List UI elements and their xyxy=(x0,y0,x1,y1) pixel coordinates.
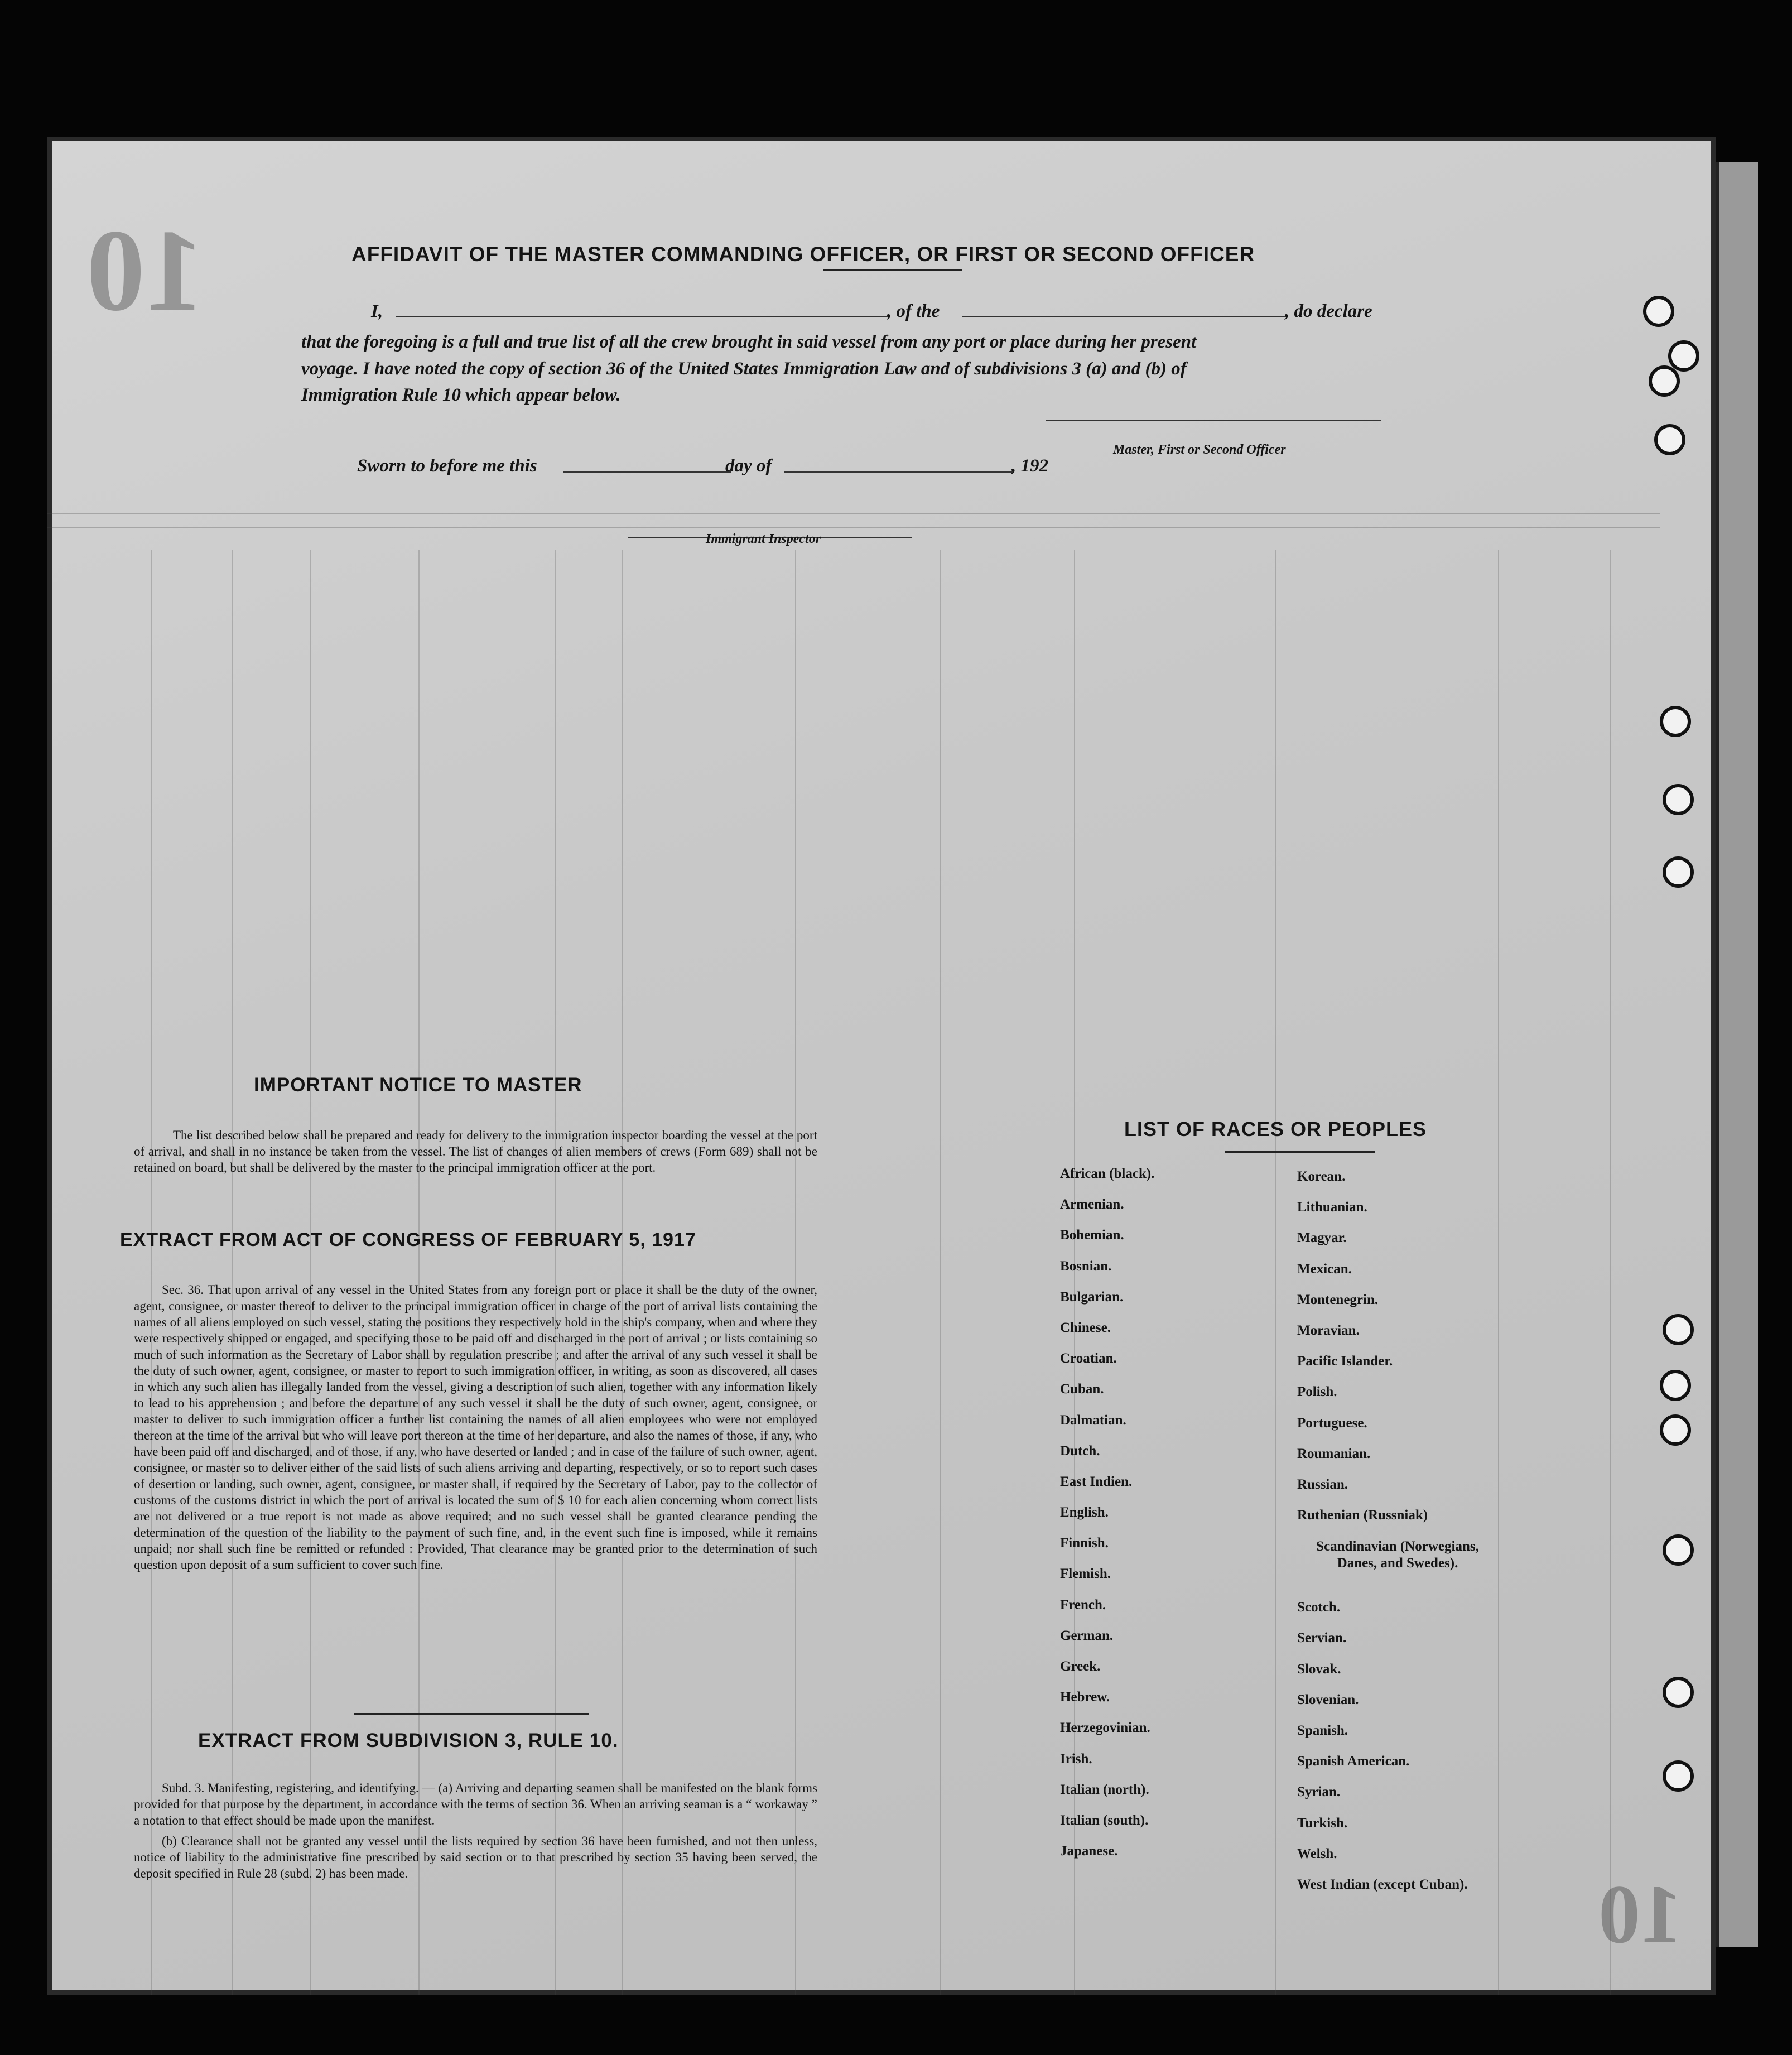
master-signature-line[interactable] xyxy=(1046,420,1381,421)
bleed-grid-line xyxy=(232,550,233,1995)
affidavit-title: AFFIDAVIT OF THE MASTER COMMANDING OFFICER, OR FIRST OR SECOND OFFICER xyxy=(351,243,1255,266)
race-item: Slovenian. xyxy=(1297,1692,1359,1707)
affidavit-line1-a: I, xyxy=(371,301,383,321)
bleed-grid-line xyxy=(1610,550,1611,1995)
race-item: Slovak. xyxy=(1297,1661,1341,1677)
rule-divider xyxy=(354,1713,589,1715)
bleed-grid-line xyxy=(555,550,556,1995)
race-item: African (black). xyxy=(1060,1166,1155,1181)
bleed-through-number: 10 xyxy=(86,206,204,335)
binder-hole xyxy=(1663,1314,1694,1345)
race-item: Lithuanian. xyxy=(1297,1200,1367,1215)
races-column-2 xyxy=(1297,1169,1598,1908)
bleed-grid-line xyxy=(795,550,796,1995)
binder-hole xyxy=(1660,706,1691,737)
race-item: Italian (south). xyxy=(1060,1812,1149,1828)
race-item: Scandinavian (Norwegians, Danes, and Swedes). xyxy=(1316,1539,1479,1571)
race-item: Chinese. xyxy=(1060,1320,1111,1335)
affidavit-line4: Immigration Rule 10 which appear below. xyxy=(301,385,621,405)
binder-hole xyxy=(1660,1414,1691,1446)
race-item: Bosnian. xyxy=(1060,1258,1112,1274)
bleed-grid-line xyxy=(151,550,152,1995)
race-item: Roumanian. xyxy=(1297,1446,1371,1461)
race-item: Scotch. xyxy=(1297,1600,1341,1615)
race-item: Syrian. xyxy=(1297,1784,1341,1800)
race-item: Spanish American. xyxy=(1297,1754,1410,1769)
extract-rule-title: EXTRACT FROM SUBDIVISION 3, RULE 10. xyxy=(198,1730,619,1751)
races-column-1 xyxy=(1060,1166,1154,1874)
bleed-grid-line xyxy=(622,550,623,1995)
binder-hole xyxy=(1654,424,1685,455)
race-item: Italian (north). xyxy=(1060,1782,1149,1797)
extract-rule-body-b: (b) Clearance shall not be granted any vessel until the lists required by section 36 have been furnished, and not then unless, notice of liability to the administrative fine prescribed by said section or to that prescribed by section 35 having been served, the deposit specified in Rule 28 (subd. 2) has been made. xyxy=(134,1834,817,1880)
binder-hole xyxy=(1663,1677,1694,1708)
race-item: Japanese. xyxy=(1060,1844,1118,1859)
race-item: French. xyxy=(1060,1597,1106,1613)
inspector-label: Immigrant Inspector xyxy=(706,532,821,546)
races-title-underline xyxy=(1225,1151,1375,1153)
binder-hole xyxy=(1649,365,1680,397)
race-item: Welsh. xyxy=(1297,1846,1337,1861)
race-item: Magyar. xyxy=(1297,1230,1347,1246)
race-item: German. xyxy=(1060,1628,1114,1643)
notice-title: IMPORTANT NOTICE TO MASTER xyxy=(254,1074,582,1096)
race-item: Herzegovinian. xyxy=(1060,1720,1150,1736)
race-item: Armenian. xyxy=(1060,1197,1124,1212)
binder-hole xyxy=(1643,296,1674,327)
affidavit-line3: voyage. I have noted the copy of section 36 of the United States Immigration Law and of subdivisions 3 (a) and (b) of xyxy=(301,359,1187,379)
sworn-text-c: , 192 xyxy=(1011,456,1048,476)
bleed-header-rule xyxy=(47,513,1660,514)
sworn-day-blank[interactable] xyxy=(563,471,731,473)
binder-hole xyxy=(1663,1534,1694,1566)
manifest-sheet xyxy=(47,137,1716,1995)
sworn-month-blank[interactable] xyxy=(784,471,1013,473)
bleed-grid-line xyxy=(418,550,420,1995)
bleed-grid-line xyxy=(940,550,941,1995)
race-item: Greek. xyxy=(1060,1659,1101,1674)
race-item: West Indian (except Cuban). xyxy=(1297,1876,1468,1892)
title-underline xyxy=(823,269,962,271)
name-blank[interactable] xyxy=(396,316,890,317)
race-item: Croatian. xyxy=(1060,1351,1117,1366)
race-item: Ruthenian (Russniak) xyxy=(1297,1508,1428,1523)
race-item: Pacific Islander. xyxy=(1297,1354,1393,1369)
race-item: Dalmatian. xyxy=(1060,1412,1126,1428)
master-label: Master, First or Second Officer xyxy=(1113,442,1286,457)
extract-act-title: EXTRACT FROM ACT OF CONGRESS OF FEBRUARY 5, 1917 xyxy=(120,1229,696,1250)
race-item: Russian. xyxy=(1297,1476,1348,1492)
race-item: Cuban. xyxy=(1060,1382,1104,1397)
race-item: Hebrew. xyxy=(1060,1690,1110,1705)
race-item: Finnish. xyxy=(1060,1536,1109,1551)
race-item: Dutch. xyxy=(1060,1443,1100,1459)
race-item: English. xyxy=(1060,1505,1109,1520)
binder-hole xyxy=(1663,784,1694,815)
extract-rule-body-a: Subd. 3. Manifesting, registering, and identifying. — (a) Arriving and departing seamen shall be manifested on the blank forms provided for that purpose by the department, in accordance with the terms of section 36. When an arriving seaman is a “ workaway ” a notation to that effect should be made upon the manifest. xyxy=(134,1781,817,1827)
affidavit-line1-c: , do declare xyxy=(1285,301,1372,321)
race-item: Mexican. xyxy=(1297,1261,1352,1277)
race-item: Bohemian. xyxy=(1060,1228,1124,1243)
race-item: Portuguese. xyxy=(1297,1415,1367,1431)
race-item: Polish. xyxy=(1297,1384,1337,1400)
affidavit-line1-b: , of the xyxy=(887,301,940,321)
race-item: Korean. xyxy=(1297,1169,1346,1184)
binder-hole xyxy=(1660,1370,1691,1401)
race-item: East Indien. xyxy=(1060,1474,1133,1489)
races-title: LIST OF RACES OR PEOPLES xyxy=(1124,1118,1427,1140)
affidavit-line2: that the foregoing is a full and true list of all the crew brought in said vessel from any port or place during her present xyxy=(301,332,1197,352)
race-item: Turkish. xyxy=(1297,1815,1348,1831)
sworn-text-a: Sworn to before me this xyxy=(357,456,537,476)
bleed-header-rule xyxy=(47,527,1660,528)
bleed-through-number-bottom: 10 xyxy=(1598,1868,1682,1961)
binder-hole xyxy=(1663,856,1694,888)
race-item: Servian. xyxy=(1297,1630,1347,1646)
bleed-grid-line xyxy=(1275,550,1276,1995)
back-page-edge xyxy=(1716,162,1758,1947)
race-item: Bulgarian. xyxy=(1060,1289,1124,1305)
sworn-text-b: day of xyxy=(725,456,772,476)
binder-hole xyxy=(1663,1760,1694,1792)
race-item: Flemish. xyxy=(1060,1566,1111,1582)
vessel-blank[interactable] xyxy=(962,316,1286,317)
race-item: Irish. xyxy=(1060,1751,1092,1767)
binder-hole xyxy=(1668,340,1699,372)
notice-body: The list described below shall be prepared and ready for delivery to the immigration inspector boarding the vessel at the port of arrival, and shall in no instance be taken from the vessel. The list of changes of alien members of crews (Form 689) shall not be retained on board, but shall be delivered by the master to the principal immigration officer at the port. xyxy=(134,1128,817,1175)
extract-act-body: Sec. 36. That upon arrival of any vessel in the United States from any foreign port or place it shall be the duty of the owner, agent, consignee, or master thereof to deliver to the principal immigration officer in charge of the port of arrival lists containing the names of all aliens employed on such vessel, stating the positions they respectively hold in the ship's company, when and where they were respectively shipped or engaged, and specifying those to be paid off and discharged in the port of arrival ; or lists containing so much of such information as the Secretary of Labor shall by regulation prescribe ; and after the arrival of any such vessel it shall be the duty of such owner, agent, consignee, or master to report to such immigration officer, in writing, as soon as discovered, all cases in which any such alien has illegally landed from the vessel, giving a description of such alien, together with any information likely to lead to his apprehension ; and before the departure of any such vessel it shall be the duty of such owner, agent, consignee, or master to deliver to such immigration officer a further list containing the names of all alien employees who were not employed thereon at the time of the arrival but who will leave port thereon at the time of her departure, and also the names of those, if any, who have been paid off and discharged, and of those, if any, who have deserted or landed ; and in case of the failure of such owner, agent, consignee, or master so to deliver either of the said lists of such aliens arriving and departing, respectively, or so to report such cases of desertion or landing, such owner, agent, consignee, or master shall, if required by the Secretary of Labor, pay to the collector of customs of the customs district in which the port of arrival is located the sum of $ 10 for each alien concerning whom correct lists are not delivered or a true report is not made as above required; and no such vessel shall be granted clearance pending the determination of the question of the liability to the payment of such fine, and, in the event such fine is imposed, while it remains unpaid; nor shall such fine be remitted or refunded : Provided, That clearance may be granted prior to the determination of such question upon deposit of a sum sufficient to cover such fine. xyxy=(134,1283,817,1572)
race-item: Moravian. xyxy=(1297,1322,1360,1338)
bleed-grid-line xyxy=(310,550,311,1995)
race-item: Spanish. xyxy=(1297,1723,1348,1738)
race-item: Montenegrin. xyxy=(1297,1292,1379,1307)
